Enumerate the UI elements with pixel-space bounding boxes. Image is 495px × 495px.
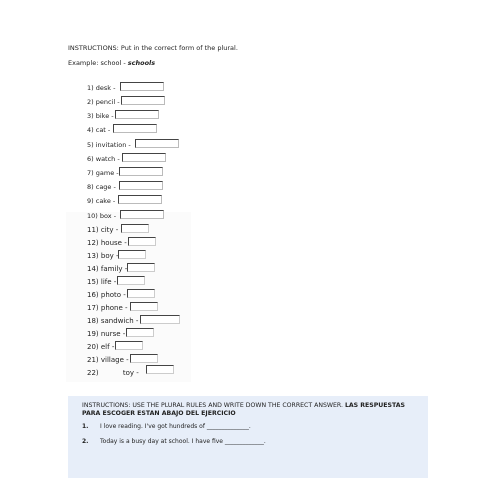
answer-field[interactable] [128, 237, 156, 246]
answer-field[interactable] [146, 365, 174, 374]
item-number: 5) [87, 141, 94, 149]
list-item [87, 169, 119, 181]
item-word: nurse - [100, 330, 126, 338]
section2-instructions-normal: INSTRUCTIONS: USE THE PLURAL RULES AND WRITE DOWN THE CORRECT ANSWER. [82, 402, 345, 409]
item-number: 3) [87, 112, 94, 120]
answer-field[interactable] [119, 181, 163, 190]
item-number: 4) [87, 126, 94, 134]
item-word: phone - [100, 304, 128, 312]
item-word: boy - [100, 252, 119, 260]
item-number: 21) [87, 356, 99, 364]
answer-field[interactable] [120, 210, 164, 219]
item-word: village - [100, 356, 129, 364]
item-number: 19) [87, 330, 99, 338]
answer-field[interactable] [121, 224, 149, 233]
item-number: 12) [87, 239, 99, 247]
answer-field[interactable] [118, 195, 162, 204]
item-word: invitation - [95, 141, 131, 149]
item-number: 1) [87, 84, 94, 92]
item-number: 7) [87, 169, 94, 177]
answer-field[interactable] [115, 341, 143, 350]
section2-instructions-bold: LAS RESPUESTAS PARA ESCOGER ESTAN ABAJO DEL EJERCICIO [82, 402, 405, 417]
example-prefix: Example: school - [68, 59, 128, 67]
answer-field[interactable] [135, 139, 179, 148]
item-word: watch - [95, 155, 120, 163]
item-word: house - [100, 239, 127, 247]
answer-field[interactable] [121, 96, 165, 105]
question-row [82, 438, 266, 445]
item-word: life - [100, 278, 117, 286]
item-number: 22) [87, 369, 99, 377]
item-number: 14) [87, 265, 99, 273]
answer-field[interactable] [130, 354, 158, 363]
item-number: 9) [87, 197, 94, 205]
example-answer: schools [127, 59, 156, 67]
answer-field[interactable] [127, 263, 155, 272]
answer-field[interactable] [117, 276, 145, 285]
list-item [87, 291, 126, 303]
item-word: city - [100, 226, 119, 234]
list-item [87, 112, 114, 124]
item-word: sandwich - [100, 317, 139, 325]
item-number: 11) [87, 226, 99, 234]
item-word: box - [99, 212, 117, 220]
item-word: game - [95, 169, 119, 177]
item-number: 13) [87, 252, 99, 260]
item-number: 2) [87, 98, 94, 106]
item-number: 16) [87, 291, 99, 299]
item-word: cake - [95, 197, 116, 205]
instructions-heading: INSTRUCTIONS: Put in the correct form of the plural. [68, 44, 238, 52]
item-word: desk - [95, 84, 116, 92]
list-item [87, 197, 115, 209]
answer-field[interactable] [115, 110, 159, 119]
list-item [87, 183, 116, 195]
question-text: Today is a busy day at school. I have five _____________. [100, 438, 266, 445]
list-item [87, 126, 110, 138]
list-item [87, 356, 129, 368]
question-row [82, 423, 251, 430]
question-text: I love reading. I've got hundreds of ______________. [100, 423, 251, 430]
item-word: cage - [95, 183, 116, 191]
answer-field[interactable] [130, 302, 158, 311]
list-item [87, 304, 128, 316]
list-item [87, 212, 116, 224]
item-number: 20) [87, 343, 99, 351]
item-word: pencil - [95, 98, 120, 106]
item-number: 10) [87, 212, 98, 220]
example-line [68, 59, 155, 67]
answer-field[interactable] [113, 124, 157, 133]
item-word: photo - [100, 291, 126, 299]
answer-field[interactable] [140, 315, 180, 324]
answer-field[interactable] [119, 167, 163, 176]
list-item [87, 226, 118, 238]
item-number: 8) [87, 183, 94, 191]
answer-field[interactable] [118, 250, 146, 259]
item-number: 15) [87, 278, 99, 286]
question-number: 1. [82, 423, 89, 430]
item-number: 17) [87, 304, 99, 312]
answer-field[interactable] [127, 289, 155, 298]
question-number: 2. [82, 438, 89, 445]
item-word: elf - [100, 343, 115, 351]
item-number: 6) [87, 155, 94, 163]
item-word: toy - [122, 369, 139, 377]
list-item [87, 278, 116, 290]
list-item [87, 98, 120, 110]
answer-field[interactable] [126, 328, 154, 337]
answer-field[interactable] [120, 82, 164, 91]
list-item [87, 141, 131, 153]
list-item [87, 343, 114, 355]
item-word: cat - [95, 126, 111, 134]
item-number: 18) [87, 317, 99, 325]
list-item [87, 252, 119, 264]
section2-instructions [82, 402, 422, 418]
list-item [87, 369, 139, 381]
item-word: bike - [95, 112, 114, 120]
list-item [87, 155, 120, 167]
list-item [87, 84, 115, 96]
answer-field[interactable] [122, 153, 166, 162]
item-word: family - [100, 265, 128, 273]
